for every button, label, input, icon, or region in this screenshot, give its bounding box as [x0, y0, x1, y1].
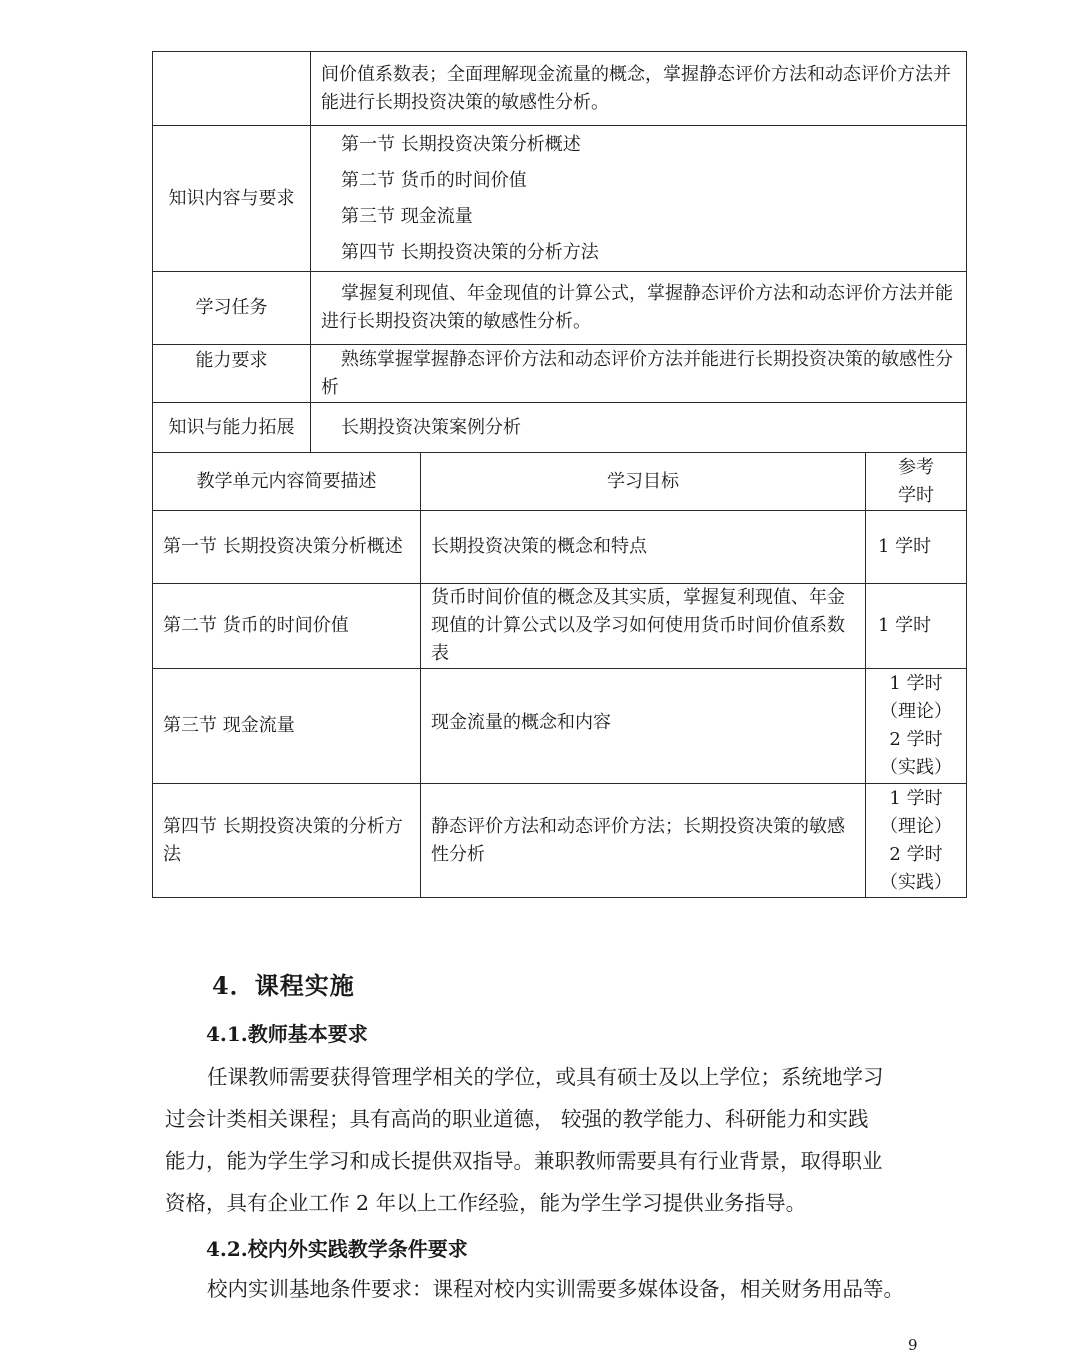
list-item: 第四节 长期投资决策的分析方法 [341, 241, 599, 263]
teaching-unit-table [152, 452, 967, 898]
hours-line: （理论） [880, 701, 952, 722]
goal-cell: 长期投资决策的概念和特点 [421, 511, 866, 584]
ability-cell: 熟练掌握掌握静态评价方法和动态评价方法并能进行长期投资决策的敏感性分析 [311, 345, 967, 403]
extension-cell: 长期投资决策案例分析 [311, 403, 967, 453]
unit-cell: 第三节 现金流量 [153, 669, 421, 784]
goal-cell: 静态评价方法和动态评价方法；长期投资决策的敏感性分析 [421, 784, 866, 898]
header-hours [866, 453, 967, 511]
table-row [153, 345, 967, 403]
unit-cell: 第一节 长期投资决策分析概述 [153, 511, 421, 584]
page-number: 9 [908, 1336, 918, 1354]
hours-cell [866, 669, 967, 784]
hours-line: 1 学时 [889, 673, 943, 694]
table-header-row [153, 453, 967, 511]
list-item: 第三节 现金流量 [341, 205, 473, 227]
unit-cell: 第四节 长期投资决策的分析方法 [153, 784, 421, 898]
empty-label-cell [153, 52, 311, 126]
continuation-cell: 间价值系数表；全面理解现金流量的概念，掌握静态评价方法和动态评价方法并能进行长期投资决策的敏感性分析。 [311, 52, 967, 126]
table-row [153, 52, 967, 126]
header-hours-line2: 学时 [898, 484, 934, 506]
teacher-requirements-paragraph [165, 1056, 925, 1224]
goal-cell: 货币时间价值的概念及其实质，掌握复利现值、年金现值的计算公式以及学习如何使用货币时间价值系数表 [421, 584, 866, 669]
table-row [153, 272, 967, 345]
paragraph-line: 资格，具有企业工作 2 年以上工作经验，能为学生学习提供业务指导。 [165, 1191, 807, 1215]
row-label: 学习任务 [153, 272, 311, 345]
hours-cell [866, 584, 967, 669]
table-row [153, 669, 967, 784]
task-cell: 掌握复利现值、年金现值的计算公式，掌握静态评价方法和动态评价方法并能进行长期投资决策的敏感性分析。 [311, 272, 967, 345]
table-row [153, 584, 967, 669]
header-unit: 教学单元内容简要描述 [153, 453, 421, 511]
practice-requirements-paragraph: 校内实训基地条件要求：课程对校内实训需要多媒体设备，相关财务用品等。 [207, 1277, 904, 1301]
hours-line: 1 学时 [878, 536, 932, 557]
list-item: 第二节 货币的时间价值 [341, 169, 527, 191]
subsection-heading-teacher: 4.1.教师基本要求 [206, 1022, 368, 1046]
row-label: 知识与能力拓展 [153, 403, 311, 453]
row-label: 知识内容与要求 [153, 126, 311, 272]
paragraph-line: 能力，能为学生学习和成长提供双指导。兼职教师需要具有行业背景，取得职业 [165, 1149, 883, 1173]
knowledge-items-cell [311, 126, 967, 272]
paragraph-line: 过会计类相关课程；具有高尚的职业道德， 较强的教学能力、科研能力和实践 [165, 1107, 869, 1131]
section-heading: 4．课程实施 [212, 971, 355, 1000]
header-hours-line1: 参考 [898, 456, 934, 478]
subsection-heading-practice: 4.2.校内外实践教学条件要求 [206, 1237, 468, 1261]
unit-cell: 第二节 货币的时间价值 [153, 584, 421, 669]
hours-cell [866, 511, 967, 584]
hours-line: （实践） [880, 757, 952, 778]
table-row [153, 126, 967, 272]
table-row [153, 403, 967, 453]
row-label: 能力要求 [153, 345, 311, 403]
table-row [153, 511, 967, 584]
hours-line: （实践） [880, 871, 952, 893]
hours-line: 2 学时 [889, 729, 943, 750]
header-goal: 学习目标 [421, 453, 866, 511]
hours-cell [866, 784, 967, 898]
hours-line: 1 学时 [878, 615, 932, 636]
paragraph-line: 任课教师需要获得管理学相关的学位，或具有硕士及以上学位；系统地学习 [207, 1065, 884, 1089]
list-item: 第一节 长期投资决策分析概述 [341, 133, 581, 155]
course-content-table [152, 51, 967, 453]
hours-line: 1 学时 [889, 787, 943, 809]
goal-cell: 现金流量的概念和内容 [421, 669, 866, 784]
table-row [153, 784, 967, 898]
hours-line: （理论） [880, 815, 952, 837]
hours-line: 2 学时 [889, 843, 943, 865]
